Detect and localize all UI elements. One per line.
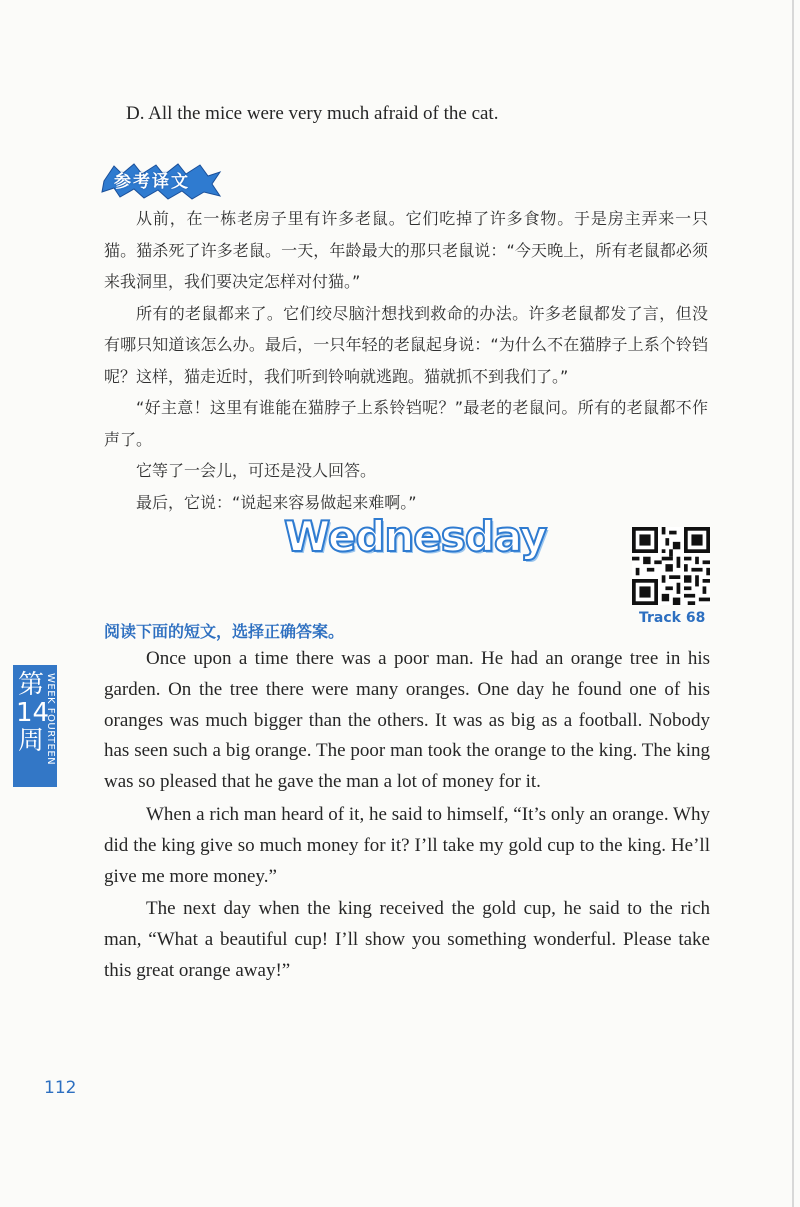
week-tab-english: WEEK FOURTEEN bbox=[45, 673, 56, 766]
day-title: Wednesday bbox=[284, 512, 547, 561]
chinese-translation bbox=[104, 203, 708, 518]
passage-paragraph: When a rich man heard of it, he said to himself, “It’s only an orange. Why did the king give so much money for it? I’ll take my gold cup to the king. He’ll give me more money.” bbox=[104, 803, 710, 887]
page-number: 112 bbox=[44, 1078, 77, 1098]
reference-badge-label: 参考译文 bbox=[114, 172, 190, 192]
track-label[interactable]: Track 68 bbox=[639, 610, 706, 626]
translation-paragraph: 最后，它说：“说起来容易做起来难啊。” bbox=[136, 492, 417, 512]
translation-paragraph: 从前，在一栋老房子里有许多老鼠。它们吃掉了许多食物。于是房主弄来一只猫。猫杀死了许多老鼠。一天，年龄最大的那只老鼠说：“今天晚上，所有老鼠都必须来我洞里，我们要决定怎样对付猫。” bbox=[104, 209, 708, 291]
week-tab bbox=[13, 665, 57, 787]
translation-paragraph: “好主意！这里有谁能在猫脖子上系铃铛呢？”最老的老鼠问。所有的老鼠都不作声了。 bbox=[104, 398, 708, 449]
translation-paragraph: 它等了一会儿，可还是没人回答。 bbox=[136, 461, 377, 480]
option-d: D. All the mice were very much afraid of the cat. bbox=[126, 103, 499, 124]
reading-passage bbox=[104, 644, 710, 987]
passage-paragraph: The next day when the king received the gold cup, he said to the rich man, “What a beautiful cup! I’ll show you something wonderful. Please take this great orange away!” bbox=[104, 898, 710, 981]
translation-paragraph: 所有的老鼠都来了。它们绞尽脑汁想找到救命的办法。许多老鼠都发了言，但没有哪只知道该怎么办。最后，一只年轻的老鼠起身说：“为什么不在猫脖子上系个铃铛呢？这样，猫走近时，我们听到铃响就逃跑。猫就抓不到我们了。” bbox=[104, 303, 708, 386]
week-tab-chinese: 第14周 bbox=[16, 670, 50, 756]
passage-paragraph: Once upon a time there was a poor man. He had an orange tree in his garden. On the tree there were many oranges. One day he found one of his oranges was much bigger than the others. It was as big as a football. Nobody has seen such a big orange. The poor man took the orange to the king. The king was so pleased that he gave the man a lot of money for it. bbox=[104, 648, 710, 793]
reference-translation-badge bbox=[100, 162, 222, 200]
page-edge bbox=[792, 0, 794, 1207]
qr-code-icon[interactable] bbox=[632, 527, 710, 605]
exercise-instruction: 阅读下面的短文，选择正确答案。 bbox=[104, 622, 345, 641]
